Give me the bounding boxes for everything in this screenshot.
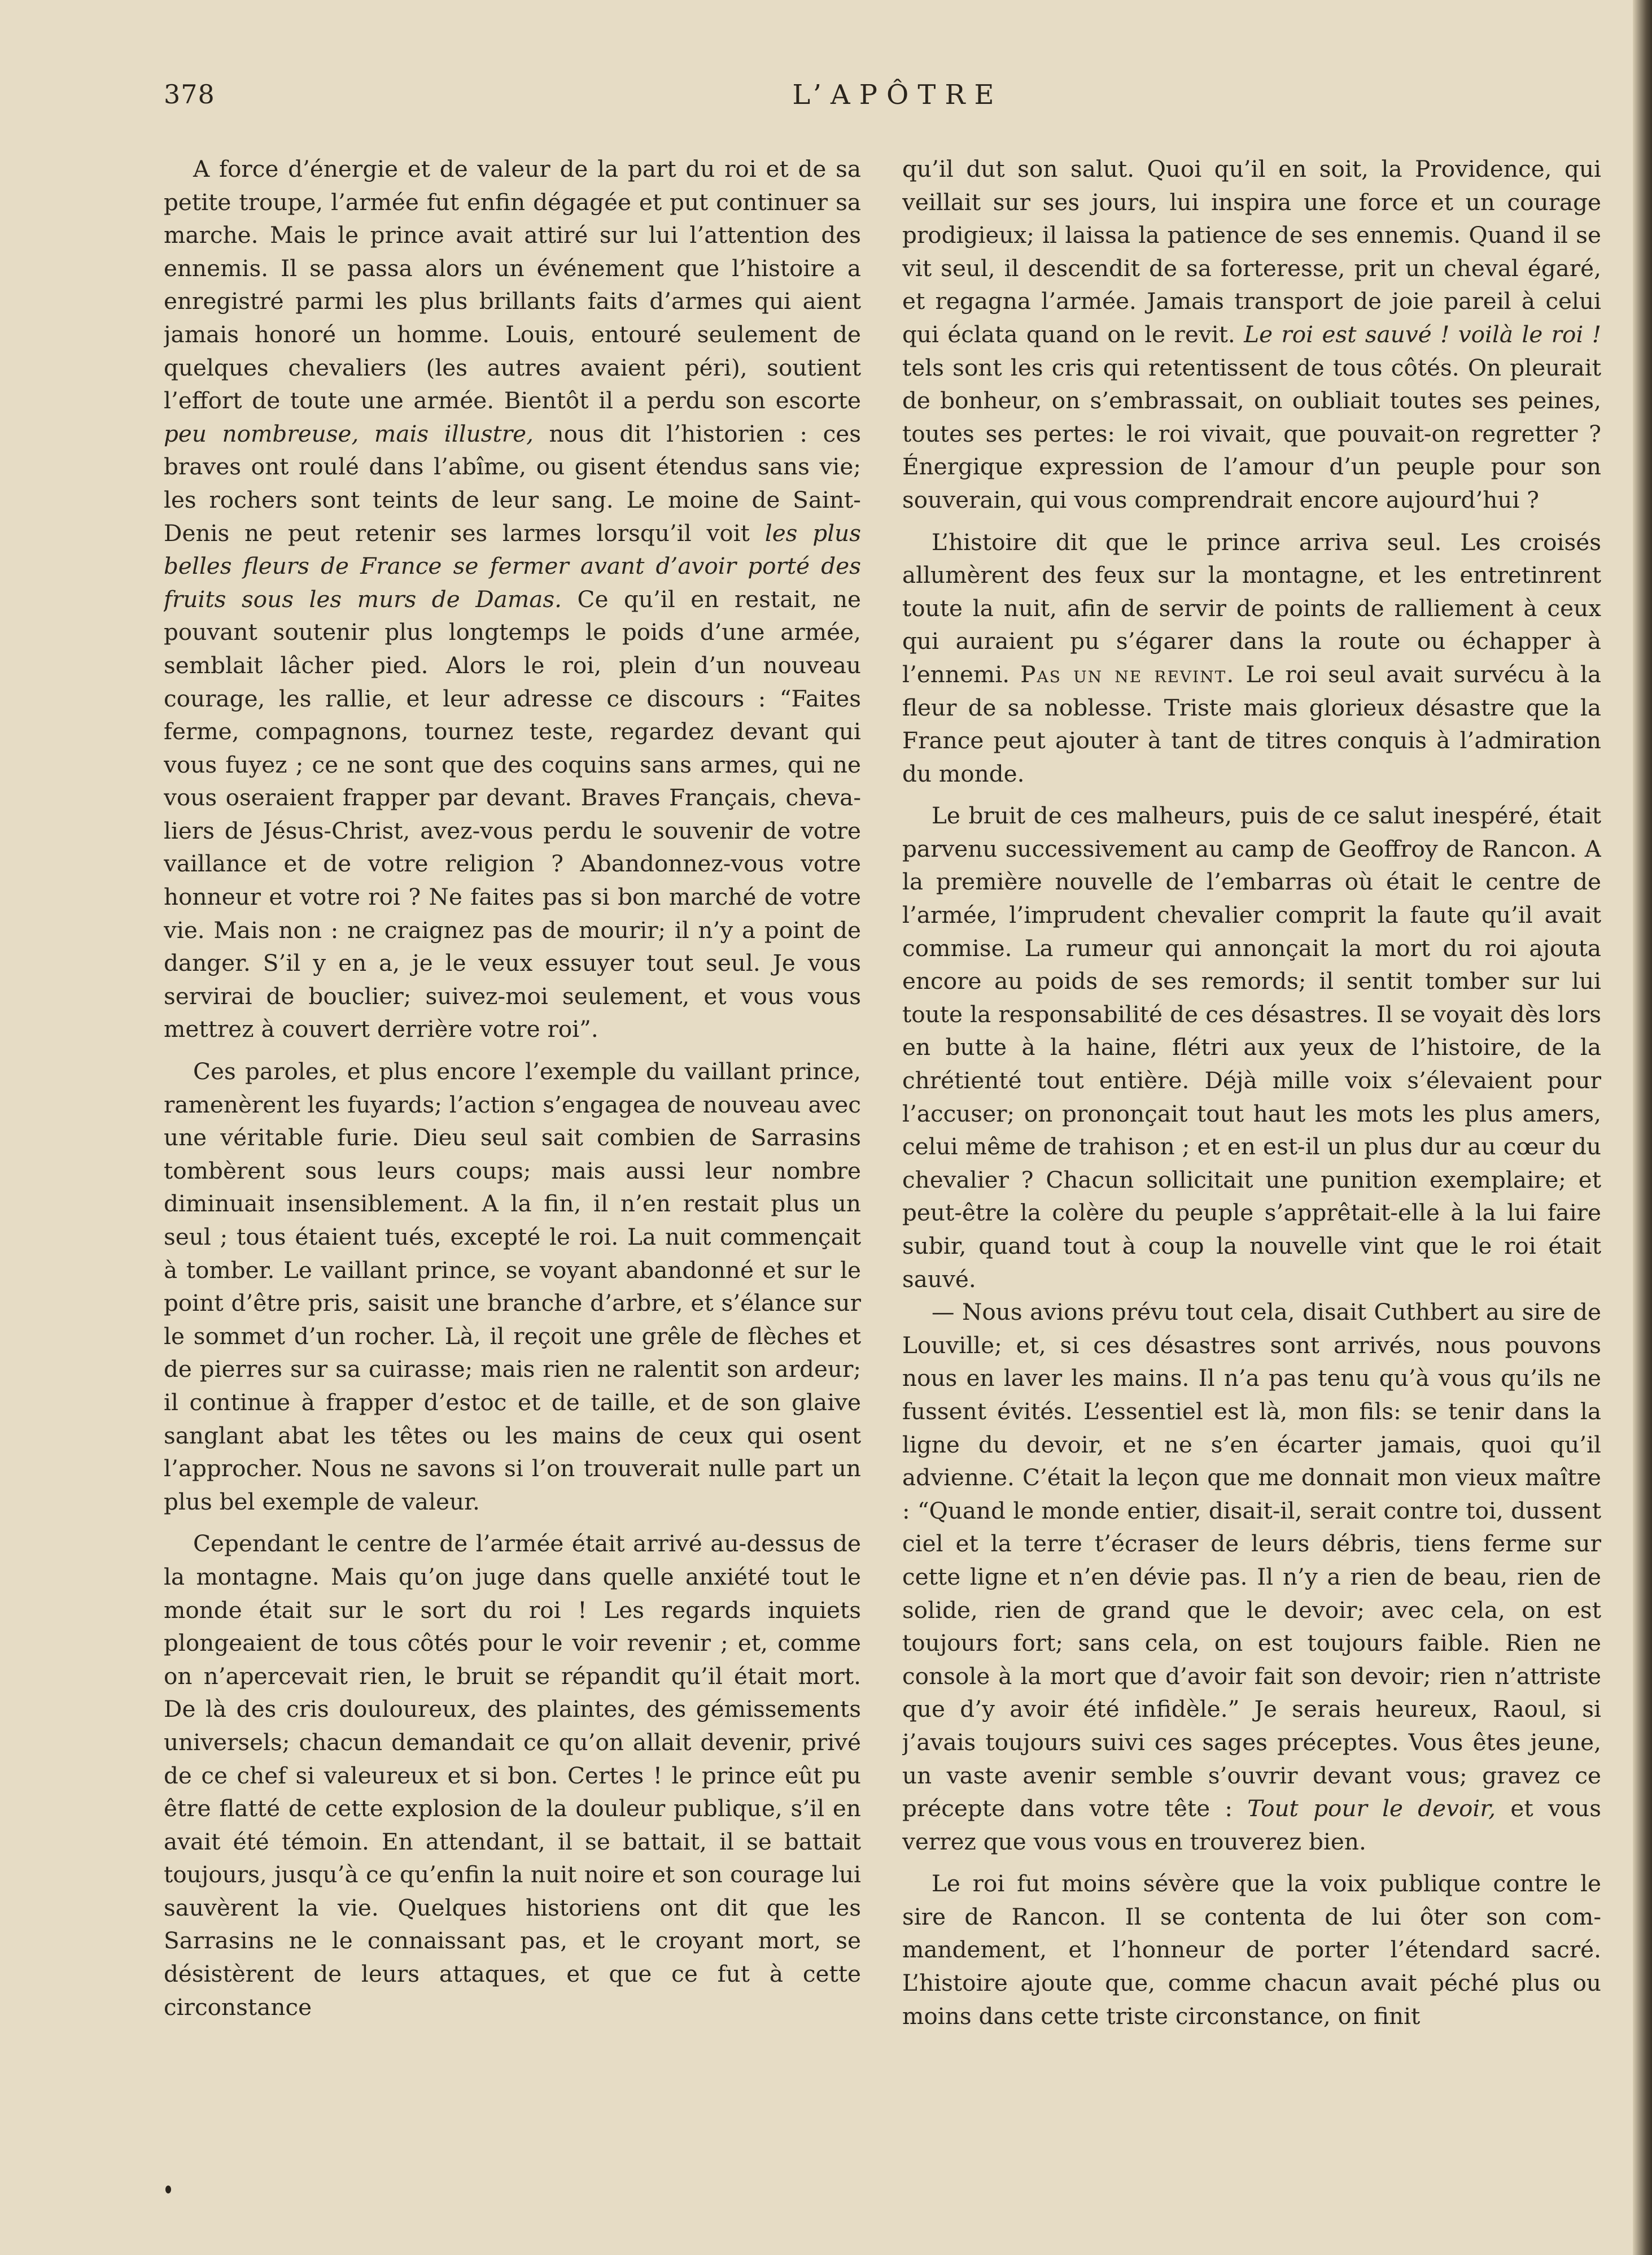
left-column <box>164 152 861 2163</box>
paragraph: L’histoire dit que le prince arriva seul. Les croisés allumèrent des feux sur la montagne, et les entretinrent toute la nuit, afin de servir de points de ralliement à ceux qui auraient pu s’égarer dans la route ou échapper à l’ennemi. Pas un ne revint. Le roi seul avait survécu à la fleur de sa noblesse. Triste mais glorieux désastre que la France peut ajouter à tant de titres conquis à l’admiration du monde. <box>902 528 1601 787</box>
ink-mark <box>165 2186 171 2193</box>
paragraph: — Nous avions prévu tout cela, disait Cuthbert au sire de Louville; et, si ces désastres sont arrivés, nous pouvons nous en laver les mains. Il n’a pas tenu qu’à vous qu’ils ne fussent évités. L’essentiel est là, mon fils: se tenir dans la ligne du devoir, et ne s’en écarter jamais, quoi qu’il advienne. C’était la leçon que me donnait mon vieux maître : “Quand le monde entier, disait-il, serait contre toi, dussent ciel et la terre t’écraser de leurs débris, tiens ferme sur cette ligne et n’en dévie pas. Il n’y a rien de beau, rien de solide, rien de grand que le devoir; avec cela, on est toujours fort; sans cela, on est toujours faible. Rien ne console à la mort que d’avoir fait son devoir; rien n’attriste que d’y avoir été infidèle.” Je serais heureux, Raoul, si j’avais toujours suivi ces sages préceptes. Vous êtes jeune, un vaste avenir semble s’ouvrir devant vous; gravez ce précepte dans votre tête : Tout pour le devoir, et vous verrez que vous vous en trouverez bien. <box>902 1298 1601 1855</box>
paragraph: Cependant le centre de l’armée était arrivé au-dessus de la montagne. Mais qu’on juge dans quelle anxiété tout le monde était sur le sort du roi ! Les regards inquiets plongeaient de tous côtés pour le voir revenir ; et, comme on n’apercevait rien, le bruit se répandit qu’il était mort. De là des cris douloureux, des plaintes, des gémissements universels; chacun demandait ce qu’on allait devenir, privé de ce chef si valeureux et si bon. Certes ! le prince eût pu être flatté de cette explosion de la douleur publique, s’il en avait été témoin. En attendant, il se battait, il se battait toujours, jusqu’à ce qu’enfin la nuit noire et son courage lui sauvèrent la vie. Quelques historiens ont dit que les Sarrasins ne le connaissant pas, et le croyant mort, se désistèrent de leurs attaques, et que ce fut à cette circonstance <box>164 1530 861 2021</box>
book-title: L’APÔTRE <box>792 79 1003 111</box>
paragraph: Ces paroles, et plus encore l’exemple du vaillant prince, ramenèrent les fuyards; l’action s’engagea de nouveau avec une véritable furie. Dieu seul sait combien de Sarrasins tombèrent sous leurs coups; mais aussi leur nombre diminuait insensiblement. A la fin, il n’en restait plus un seul ; tous étaient tués, excepté le roi. La nuit commençait à tomber. Le vaillant prince, se voyant abandonné et sur le point d’être pris, saisit une branche d’arbre, et s’élance sur le sommet d’un rocher. Là, il reçoit une grêle de flèches et de pierres sur sa cuirasse; mais rien ne ralentit son ardeur; il continue à frapper d’estoc et de taille, et de son glaive sanglant abat les têtes ou les mains de ceux qui osent l’approcher. Nous ne savons si l’on trouverait nulle part un plus bel exemple de valeur. <box>164 1058 861 1515</box>
paragraph: Le bruit de ces malheurs, puis de ce salut inespéré, était parvenu successivement au camp de Geoffroy de Rancon. A la première nouvelle de l’embarras où était le centre de l’armée, l’imprudent chevalier comprit la faute qu’il avait commise. La rumeur qui annonçait la mort du roi ajouta encore au poids de ses remords; il sentit tomber sur lui toute la responsabilité de ces désastres. Il se voyait dès lors en butte à la haine, flétri aux yeux de l’histoire, de la chrétienté tout entière. Déjà mille voix s’élevaient pour l’accuser; on prononçait tout haut les mots les plus amers, celui même de trahison ; et en est-il un plus dur au cœur du chevalier ? Chacun sollicitait une punition exemplaire; et peut-être la colère du peuple s’apprêtait-elle à la lui faire subir, quand tout à coup la nouvelle vint que le roi était sauvé. <box>902 802 1601 1293</box>
page-binding-edge <box>1633 0 1652 2255</box>
paragraph: Le roi fut moins sévère que la voix publique contre le sire de Rancon. Il se contenta de lui ôter son commandement, et l’honneur de porter l’étendard sacré. L’histoire ajoute que, comme chacun avait péché plus ou moins dans cette triste circonstance, on finit <box>902 1870 1601 2030</box>
page-number: 378 <box>164 79 215 110</box>
running-head <box>164 79 1598 124</box>
right-column <box>902 152 1601 2163</box>
paragraph: A force d’énergie et de valeur de la part du roi et de sa petite troupe, l’armée fut enfin dégagée et put continuer sa marche. Mais le prince avait attiré sur lui l’attention des ennemis. Il se passa alors un événement que l’histoire a enregistré parmi les plus brillants faits d’armes qui aient jamais honoré un homme. Louis, entouré seulement de quelques chevaliers (les autres avaient péri), soutient l’effort de toute une armée. Bientôt il a perdu son escorte peu nombreuse, mais illustre, nous dit l’historien : ces braves ont roulé dans l’abîme, ou gisent étendus sans vie; les rochers sont teints de leur sang. Le moine de Saint-Denis ne peut retenir ses larmes lorsqu’il voit les plus belles fleurs de France se fermer avant d’avoir porté des fruits sous les murs de Damas. Ce qu’il en restait, ne pouvant soutenir plus longtemps le poids d’une armée, semblait lâcher pied. Alors le roi, plein d’un nouveau courage, les rallie, et leur adresse ce discours : “Faites ferme, compagnons, tournez teste, regardez devant qui vous fuyez ; ce ne sont que des coquins sans armes, qui ne vous oseraient frapper par devant. Braves Français, chevaliers de Jésus-Christ, avez-vous perdu le souvenir de votre vaillance et de votre religion ? Abandonnez-vous votre honneur et votre roi ? Ne faites pas si bon marché de votre vie. Mais non : ne craignez pas de mourir; il n’y a point de danger. S’il y en a, je le veux essuyer tout seul. Je vous servirai de bouclier; suivez-moi seulement, et vous vous mettrez à couvert derrière votre roi”. <box>164 155 861 1043</box>
paragraph: qu’il dut son salut. Quoi qu’il en soit, la Providence, qui veillait sur ses jours, lui inspira une force et un courage prodigieux; il laissa la patience de ses ennemis. Quand il se vit seul, il descendit de sa forteresse, prit un cheval égaré, et regagna l’armée. Jamais transport de joie pareil à celui qui éclata quand on le revit. Le roi est sauvé ! voilà le roi ! tels sont les cris qui retentissent de tous côtés. On pleurait de bonheur, on s’embrassait, on oubliait toutes ses peines, toutes ses pertes: le roi vivait, que pouvait-on regretter ? Énergique expression de l’amour d’un peuple pour son souverain, qui vous comprendrait encore aujourd’hui ? <box>902 155 1601 513</box>
